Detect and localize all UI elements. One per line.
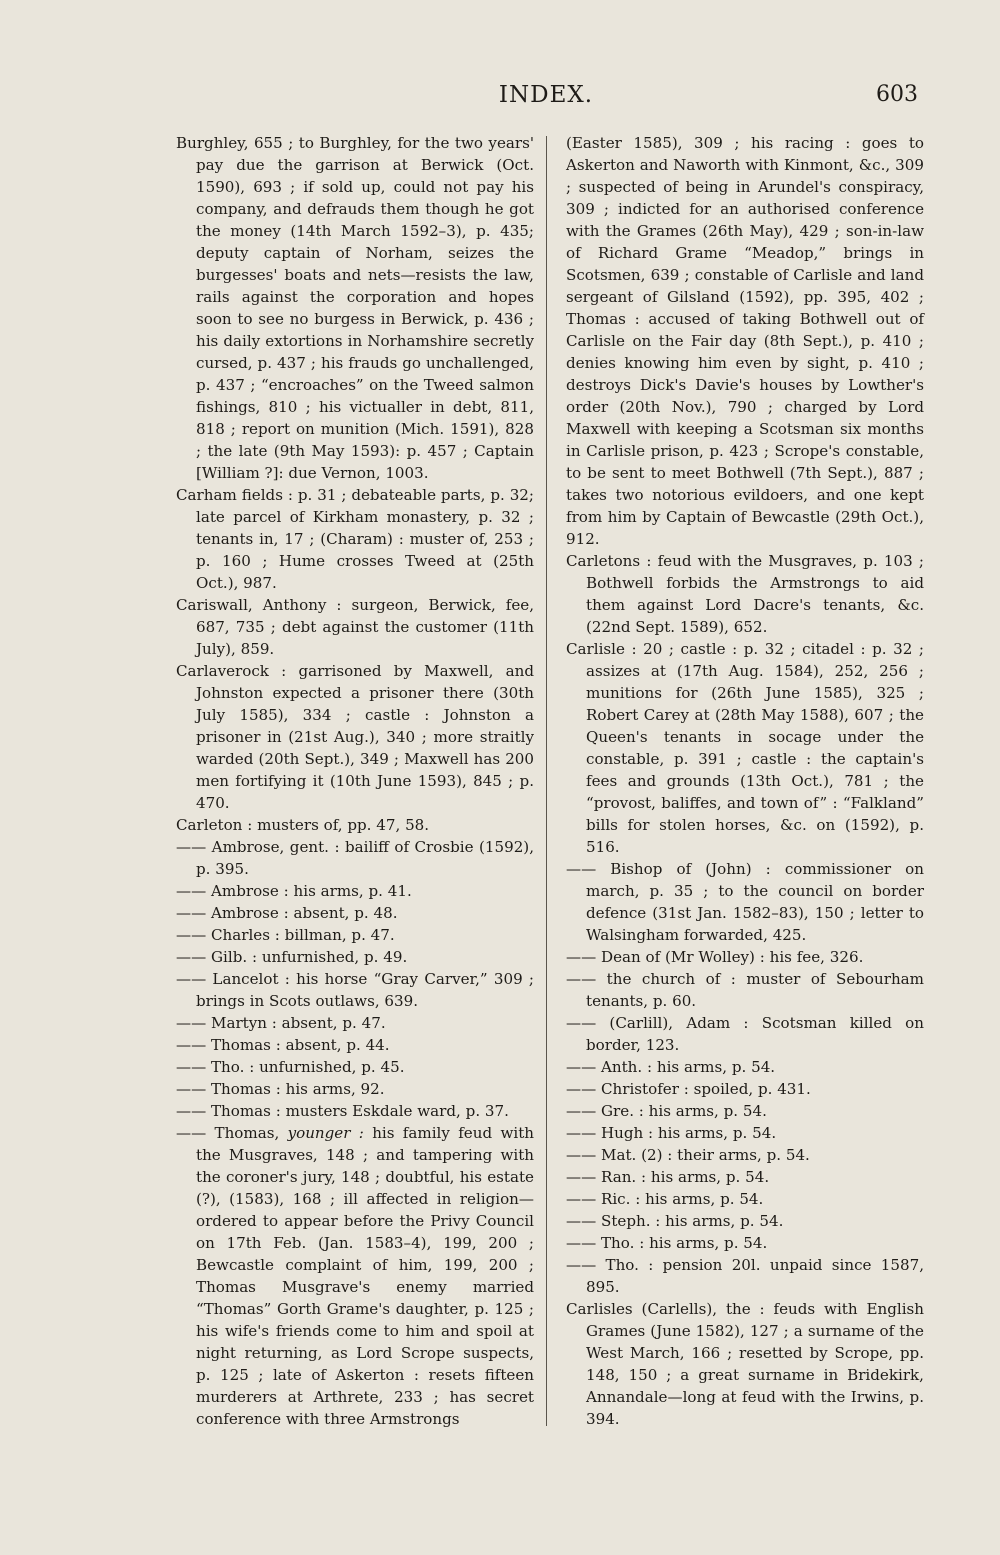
index-subentry xyxy=(176,1122,534,1430)
index-subentry: —— Gilb. : unfurnished, p. 49. xyxy=(176,948,408,966)
column-divider xyxy=(546,136,547,1426)
index-subentry: —— Ambrose, gent. : bailiff of Crosbie (1592), p. 395. xyxy=(176,838,534,878)
page-title: INDEX. xyxy=(498,82,594,108)
page-number: 603 xyxy=(876,82,918,107)
index-subentry: —— Lancelot : his horse “Gray Carver,” 309 ; brings in Scots outlaws, 639. xyxy=(176,970,534,1010)
index-subentry: —— Martyn : absent, p. 47. xyxy=(176,1014,386,1032)
index-subentry: —— the church of : muster of Sebourham tenants, p. 60. xyxy=(566,970,924,1010)
index-subentry: —— Mat. (2) : their arms, p. 54. xyxy=(566,1146,810,1164)
entry-emphasis: younger : xyxy=(287,1124,364,1142)
index-subentry: —— Gre. : his arms, p. 54. xyxy=(566,1102,767,1120)
index-subentry: —— Steph. : his arms, p. 54. xyxy=(566,1212,784,1230)
index-entry-continued: (Easter 1585), 309 ; his racing : goes to Askerton and Naworth with Kinmont, &c., 309 ; suspected of being in Arundel's conspiracy, 309 ; indicted for an authorised conference with the Grames (26th May), 429 ; son-in-law of Richard Grame “Meadop,” brings in Scotsmen, 639 ; constable of Carlisle and land sergeant of Gilsland (1592), pp. 395, 402 ; Thomas : accused of taking Bothwell out of Carlisle on the Fair day (8th Sept.), p. 410 ; denies knowing him even by sight, p. 410 ; destroys Dick's Davie's houses by Lowther's order (20th Nov.), 790 ; charged by Lord Maxwell with keeping a Scotsman six months in Carlisle prison, p. 423 ; Scrope's constable, to be sent to meet Bothwell (7th Sept.), 887 ; takes two notorious evildoers, and one kept from him by Captain of Bewcastle (29th Oct.), 912. xyxy=(566,134,924,548)
index-subentry: —— Thomas : absent, p. 44. xyxy=(176,1036,390,1054)
index-subentry: —— Thomas : musters Eskdale ward, p. 37. xyxy=(176,1102,509,1120)
index-subentry: —— Ric. : his arms, p. 54. xyxy=(566,1190,764,1208)
index-subentry: —— Dean of (Mr Wolley) : his fee, 326. xyxy=(566,948,864,966)
index-subentry: —— Bishop of (John) : commissioner on march, p. 35 ; to the council on border defence (31st Jan. 1582–83), 150 ; letter to Walsingham forwarded, 425. xyxy=(566,860,924,944)
index-subentry: —— Ambrose : his arms, p. 41. xyxy=(176,882,412,900)
right-column xyxy=(566,132,924,1430)
index-subentry: —— Tho. : unfurnished, p. 45. xyxy=(176,1058,405,1076)
index-entry: Carlaverock : garrisoned by Maxwell, and Johnston expected a prisoner there (30th July 1585), 334 ; castle : Johnston a prisoner in (21st Aug.), 340 ; more straitly warded (20th Sept.), 349 ; Maxwell has 200 men fortifying it (10th June 1593), 845 ; p. 470. xyxy=(176,662,534,812)
index-entry: Carlisle : 20 ; castle : p. 32 ; citadel : p. 32 ; assizes at (17th Aug. 1584), 252, 256 ; munitions for (26th June 1585), 325 ; Robert Carey at (28th May 1588), 607 ; the Queen's tenants in socage under the constable, p. 391 ; castle : the captain's fees and grounds (13th Oct.), 781 ; the “provost, baliffes, and town of” : “Falkland” bills for stolen horses, &c. on (1592), p. 516. xyxy=(566,640,924,856)
page-header xyxy=(170,82,922,114)
index-entry: Burghley, 655 ; to Burghley, for the two years' pay due the garrison at Berwick (Oct. 1590), 693 ; if sold up, could not pay his company, and defrauds them though he got the money (14th March 1592–3), p. 435; deputy captain of Norham, seizes the burgesses' boats and nets—resists the law, rails against the corporation and hopes soon to see no burgess in Berwick, p. 436 ; his daily extortions in Norhamshire secretly cursed, p. 437 ; his frauds go unchallenged, p. 437 ; “encroaches” on the Tweed salmon fishings, 810 ; his victualler in debt, 811, 818 ; report on munition (Mich. 1591), 828 ; the late (9th May 1593): p. 457 ; Captain [William ?]: due Vernon, 1003. xyxy=(176,134,534,482)
index-entry: Carletons : feud with the Musgraves, p. 103 ; Bothwell forbids the Armstrongs to aid them against Lord Dacre's tenants, &c. (22nd Sept. 1589), 652. xyxy=(566,552,924,636)
index-subentry: —— Ambrose : absent, p. 48. xyxy=(176,904,398,922)
entry-text: his family feud with the Musgraves, 148 ; and tampering with the coroner's jury, 148 ; doubtful, his estate (?), (1583), 168 ; ill affected in religion—ordered to appear before the Privy Council on 17th Feb. (Jan. 1583–4), 199, 200 ; Bewcastle complaint of him, 199, 200 ; Thomas Musgrave's enemy married “Thomas” Gorth Grame's daughter, p. 125 ; his wife's friends come to him and spoil at night returning, as Lord Scrope suspects, p. 125 ; late of Askerton : resets fifteen murderers at Arthrete, 233 ; has secret conference with three Armstrongs xyxy=(196,1124,534,1428)
index-subentry: —— Anth. : his arms, p. 54. xyxy=(566,1058,776,1076)
left-column xyxy=(176,132,534,1430)
index-entry: Carlisles (Carlells), the : feuds with English Grames (June 1582), 127 ; a surname of the West March, 166 ; resetted by Scrope, pp. 148, 150 ; a great surname in Bridekirk, Annandale—long at feud with the Irwins, p. 394. xyxy=(566,1300,924,1428)
index-subentry: —— Thomas : his arms, 92. xyxy=(176,1080,385,1098)
index-subentry: —— Charles : billman, p. 47. xyxy=(176,926,395,944)
entry-prefix: —— Thomas, xyxy=(176,1124,288,1142)
index-subentry: —— Hugh : his arms, p. 54. xyxy=(566,1124,777,1142)
index-subentry: —— Ran. : his arms, p. 54. xyxy=(566,1168,770,1186)
index-subentry: —— (Carlill), Adam : Scotsman killed on border, 123. xyxy=(566,1014,924,1054)
index-entry: Carham fields : p. 31 ; debateable parts, p. 32; late parcel of Kirkham monastery, p. 32 ; tenants in, 17 ; (Charam) : muster of, 253 ; p. 160 ; Hume crosses Tweed at (25th Oct.), 987. xyxy=(176,486,534,592)
index-subentry: —— Christofer : spoiled, p. 431. xyxy=(566,1080,811,1098)
index-entry: Carleton : musters of, pp. 47, 58. xyxy=(176,816,430,834)
index-entry: Cariswall, Anthony : surgeon, Berwick, fee, 687, 735 ; debt against the customer (11th July), 859. xyxy=(176,596,534,658)
index-subentry: —— Tho. : his arms, p. 54. xyxy=(566,1234,768,1252)
index-subentry: —— Tho. : pension 20l. unpaid since 1587, 895. xyxy=(566,1256,924,1296)
